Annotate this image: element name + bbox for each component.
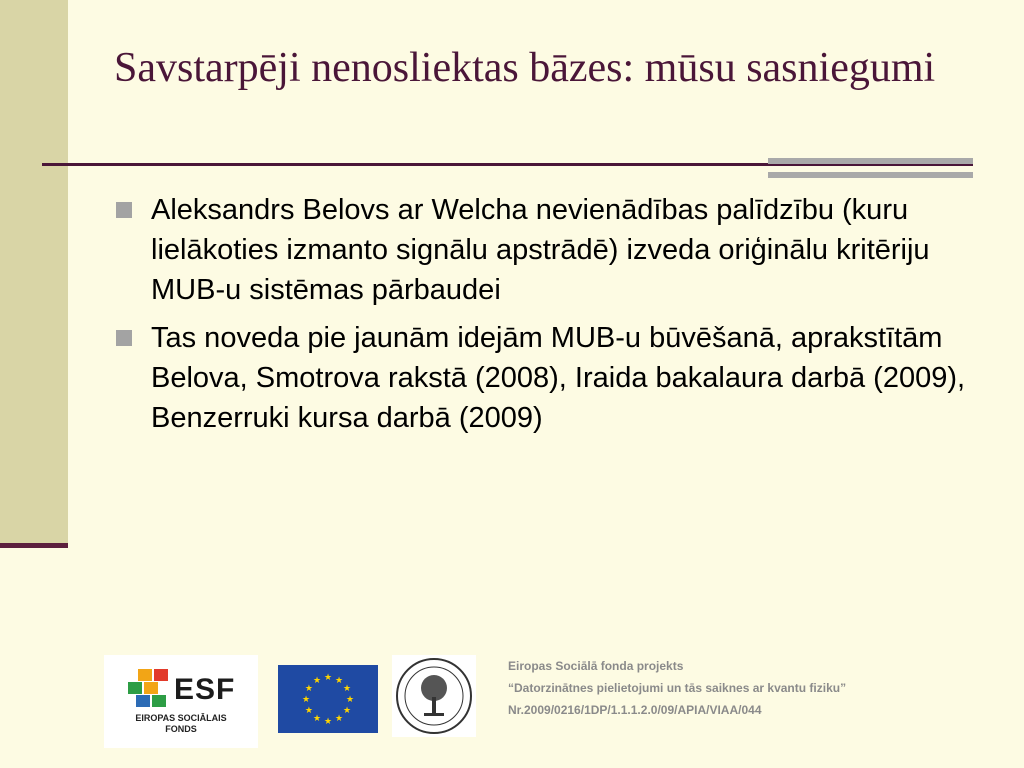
esf-logo-caption: EIROPAS SOCIĀLAIS FONDS	[135, 713, 227, 734]
eu-star-icon: ★	[334, 713, 344, 724]
eu-star-icon: ★	[312, 674, 322, 685]
eu-star-icon: ★	[343, 705, 352, 715]
square-bullet-icon	[116, 202, 132, 218]
esf-logo-text: ESF	[174, 673, 236, 706]
title-accent-bars	[768, 158, 973, 178]
university-seal-icon	[392, 655, 476, 737]
eu-star-icon: ★	[301, 694, 311, 704]
eu-star-icon: ★	[323, 716, 333, 726]
bullet-list	[116, 190, 966, 446]
bullet-item	[116, 318, 966, 438]
eu-star-icon: ★	[304, 683, 313, 693]
project-footer	[508, 655, 1008, 721]
footer-line: “Datorzinātnes pielietojumi un tās saiknes ar kvantu fiziku”	[508, 681, 847, 695]
eu-star-icon: ★	[304, 705, 313, 715]
eu-star-icon: ★	[343, 683, 352, 693]
bullet-item	[116, 190, 966, 310]
eu-star-icon: ★	[334, 674, 344, 685]
footer-line: Eiropas Sociālā fonda projekts	[508, 659, 684, 673]
bullet-text: Aleksandrs Belovs ar Welcha nevienādības palīdzību (kuru lielākoties izmanto signālu apstrādē) izveda oriģinālu kritēriju MUB-u sistēmas pārbaudei	[151, 194, 930, 306]
eu-star-icon: ★	[323, 672, 333, 682]
slide-title: Savstarpēji nenosliektas bāzes: mūsu sasniegumi	[114, 45, 936, 91]
left-decor-rule	[0, 543, 68, 548]
square-bullet-icon	[116, 330, 132, 346]
bullet-text: Tas noveda pie jaunām idejām MUB-u būvēšanā, aprakstītām Belova, Smotrova rakstā (2008), Iraida bakalaura darbā (2009), Benzerruki kursa darbā (2009)	[151, 322, 966, 434]
esf-squares-icon	[128, 669, 174, 707]
footer-line: Nr.2009/0216/1DP/1.1.1.2.0/09/APIA/VIAA/044	[508, 703, 762, 717]
eu-star-icon: ★	[345, 694, 355, 704]
eu-star-icon: ★	[312, 713, 322, 724]
left-decor-bar	[0, 0, 68, 545]
esf-logo	[104, 655, 258, 748]
eu-flag-icon	[278, 665, 378, 733]
